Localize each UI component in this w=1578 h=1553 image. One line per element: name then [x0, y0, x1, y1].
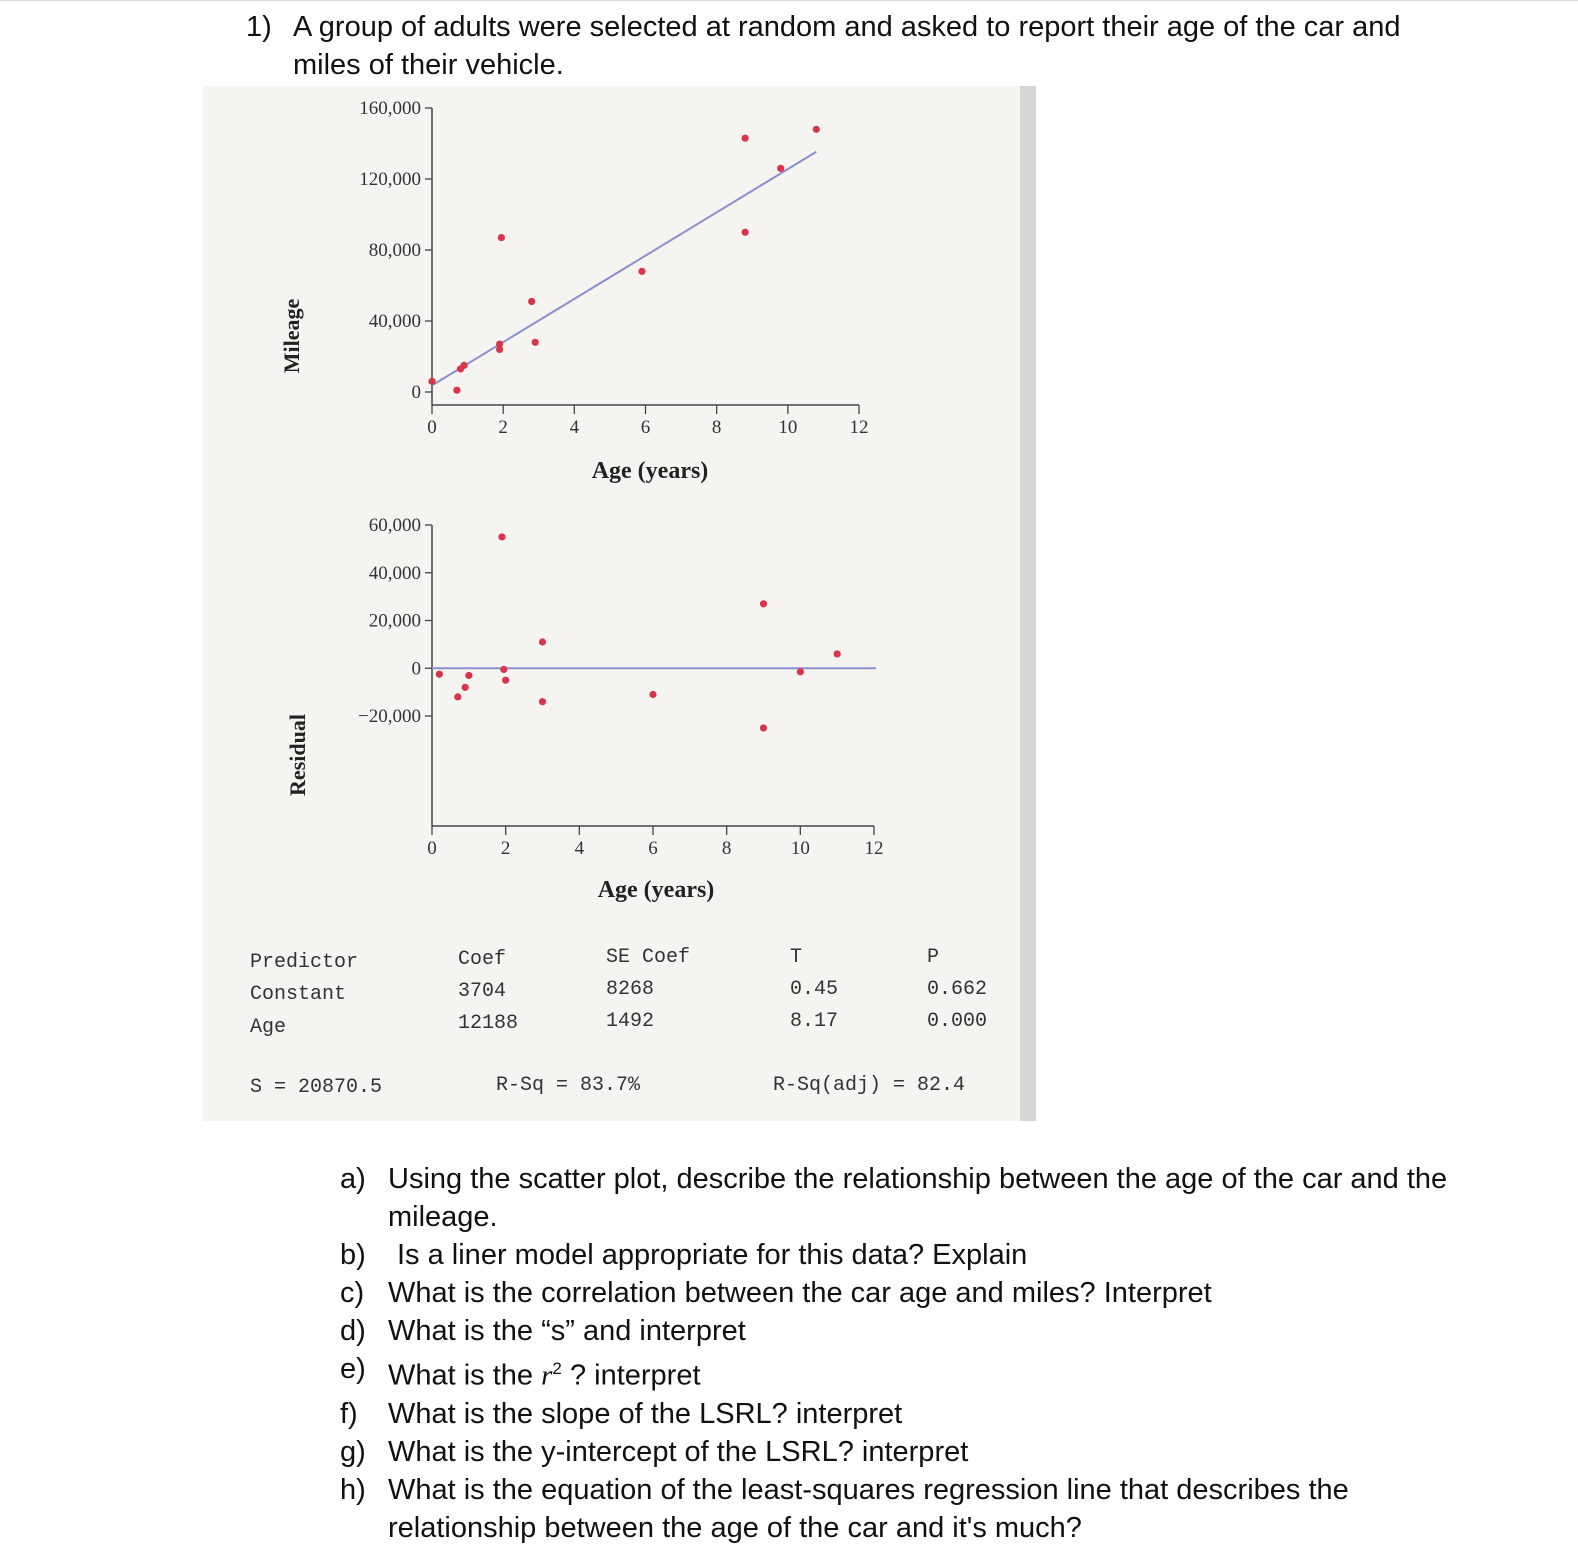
- residual-data-point: [500, 666, 507, 673]
- residual-x-tick-label: 10: [790, 838, 810, 859]
- question-h: [340, 1471, 1470, 1547]
- question-d-text: What is the “s” and interpret: [388, 1315, 746, 1347]
- question-g: [340, 1433, 1470, 1471]
- mileage-data-point: [777, 165, 784, 172]
- residual-data-point: [436, 671, 443, 678]
- residual-data-point: [539, 638, 546, 645]
- question-e: [340, 1350, 1470, 1395]
- header-predictor: Predictor: [250, 951, 359, 974]
- row-constant-se: 8268: [606, 978, 655, 1001]
- mileage-data-point: [428, 378, 435, 385]
- row-constant-p: 0.662: [927, 978, 988, 1001]
- mileage-regression-line: [432, 152, 816, 386]
- residual-x-tick-label: 6: [648, 838, 658, 859]
- question-h-text: What is the equation of the least-squares regression line that describes the relationship between the age of the car and it's much?: [388, 1473, 1349, 1544]
- mileage-scatterplot: [203, 86, 1036, 486]
- question-f-label: f): [340, 1397, 358, 1430]
- summary-s: S = 20870.5: [250, 1076, 383, 1099]
- residual-x-tick-label: 2: [500, 838, 511, 859]
- scatter-x-axis-title: Age (years): [591, 458, 709, 484]
- mileage-data-point: [528, 298, 535, 305]
- question-d: [340, 1312, 1470, 1350]
- residual-y-tick-label: 40,000: [368, 562, 421, 584]
- mileage-x-tick-label: 12: [849, 417, 869, 438]
- mileage-y-tick-label: 120,000: [359, 169, 421, 190]
- question-list: [340, 1160, 1470, 1547]
- row-age-se: 1492: [606, 1010, 655, 1033]
- question-b: [340, 1236, 1470, 1274]
- mileage-x-tick-label: 4: [569, 417, 580, 438]
- textbook-figure: [203, 86, 1036, 1121]
- residual-x-tick-label: 0: [427, 838, 437, 859]
- question-f-text: What is the slope of the LSRL? interpret: [388, 1397, 903, 1430]
- mileage-y-tick-label: 40,000: [368, 311, 421, 332]
- residual-data-point: [502, 677, 509, 684]
- question-c-text: What is the correlation between the car age and miles? Interpret: [388, 1277, 1212, 1309]
- mileage-x-tick-label: 10: [778, 417, 798, 438]
- residual-x-axis-title: Age (years): [597, 877, 715, 903]
- residual-data-point: [834, 650, 841, 657]
- residual-data-point: [760, 724, 767, 731]
- mileage-data-point: [813, 126, 820, 133]
- residual-data-point: [462, 684, 469, 691]
- mileage-data-point: [742, 229, 749, 236]
- row-constant-t: 0.45: [790, 978, 839, 1001]
- mileage-data-point: [453, 387, 460, 394]
- summary-r-sq-adj: R-Sq(adj) = 82.4: [773, 1074, 966, 1097]
- row-age-p: 0.000: [927, 1010, 988, 1033]
- residual-y-tick-label: −20,000: [358, 706, 421, 727]
- question-c-label: c): [340, 1277, 365, 1309]
- question-a: [340, 1160, 1470, 1236]
- residual-x-tick-label: 12: [864, 838, 884, 859]
- row-age-t: 8.17: [790, 1010, 839, 1033]
- residual-data-point: [760, 600, 767, 607]
- residual-axis-label: Residual: [285, 714, 310, 796]
- mileage-x-tick-label: 2: [498, 417, 508, 438]
- residual-x-tick-label: 4: [574, 838, 585, 859]
- residual-x-tick-label: 8: [721, 838, 732, 859]
- mileage-x-tick-label: 0: [427, 417, 437, 438]
- residual-y-tick-label: 0: [411, 658, 421, 680]
- r-squared-exponent: 2: [552, 1359, 562, 1378]
- question-e-label: e): [340, 1353, 366, 1385]
- question-h-label: h): [340, 1473, 366, 1506]
- question-e-text-after: ? interpret: [569, 1359, 701, 1392]
- residual-y-tick-label: 20,000: [368, 610, 421, 632]
- header-t: T: [790, 946, 803, 969]
- mileage-data-point: [742, 135, 749, 142]
- r-symbol: r: [541, 1359, 553, 1392]
- residual-data-point: [539, 698, 546, 705]
- question-c: [340, 1274, 1470, 1312]
- header-se-coef: SE Coef: [606, 946, 691, 969]
- row-age-predictor: Age: [250, 1016, 287, 1039]
- mileage-data-point: [532, 339, 539, 346]
- mileage-y-tick-label: 80,000: [368, 240, 421, 261]
- question-f: [340, 1395, 1470, 1433]
- residual-data-point: [797, 668, 804, 675]
- mileage-axis-label: Mileage: [279, 298, 304, 374]
- residual-data-point: [465, 672, 472, 679]
- row-age-coef: 12188: [458, 1012, 519, 1035]
- summary-r-sq: R-Sq = 83.7%: [496, 1074, 641, 1097]
- question-b-text: Is a liner model appropriate for this data? Explain: [397, 1239, 1028, 1271]
- question-b-label: b): [340, 1239, 366, 1271]
- mileage-x-tick-label: 8: [711, 417, 722, 438]
- residual-y-tick-label: 60,000: [368, 515, 421, 536]
- problem-text: A group of adults were selected at random and asked to report their age of the car and miles of their vehicle.: [293, 11, 1401, 81]
- mileage-data-point: [638, 268, 645, 275]
- question-g-text: What is the y-intercept of the LSRL? interpret: [388, 1435, 969, 1468]
- header-coef: Coef: [458, 948, 507, 971]
- problem-number: 1): [246, 11, 272, 43]
- mileage-x-tick-label: 6: [640, 417, 651, 438]
- residual-data-point: [649, 691, 656, 698]
- residual-data-point: [498, 533, 505, 540]
- question-a-label: a): [340, 1163, 366, 1195]
- question-a-text: Using the scatter plot, describe the relationship between the age of the car and the mileage.: [388, 1163, 1448, 1233]
- residual-data-point: [454, 693, 461, 700]
- header-p: P: [927, 946, 940, 969]
- residual-plot: [203, 506, 1036, 906]
- mileage-y-tick-label: 160,000: [359, 98, 421, 119]
- question-e-text-before: What is the: [388, 1359, 534, 1392]
- question-d-label: d): [340, 1315, 366, 1347]
- row-constant-coef: 3704: [458, 980, 507, 1003]
- question-g-label: g): [340, 1435, 366, 1468]
- mileage-y-tick-label: 0: [411, 382, 421, 403]
- mileage-data-point: [496, 340, 503, 347]
- mileage-data-point: [460, 362, 467, 369]
- page-top-border: [0, 0, 1578, 1]
- mileage-data-point: [498, 234, 505, 241]
- row-constant-predictor: Constant: [250, 983, 347, 1006]
